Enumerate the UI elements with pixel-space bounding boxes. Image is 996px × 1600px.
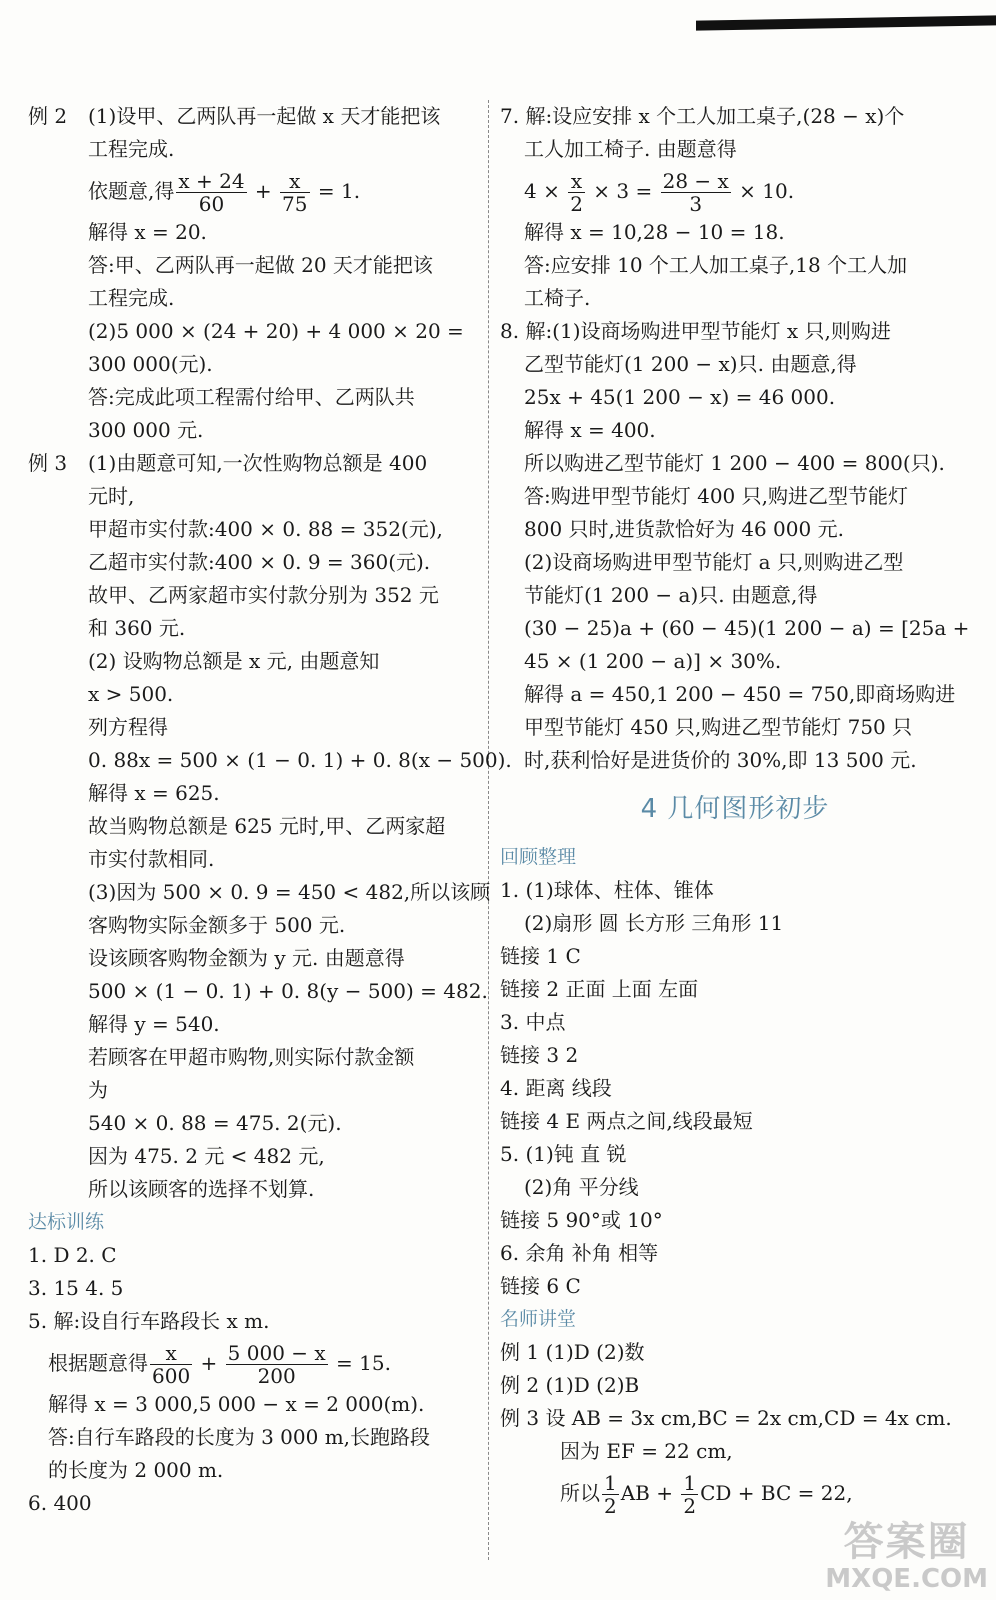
section-title-lecture: 名师讲堂 xyxy=(500,1308,577,1330)
text-line: 25x + 45(1 200 − x) = 46 000. xyxy=(524,385,836,409)
equation-text: AB + xyxy=(620,1481,680,1505)
section-title-training: 达标训练 xyxy=(28,1211,105,1233)
fraction-numerator: x + 24 xyxy=(178,169,245,193)
equation-text: CD + BC = 22, xyxy=(700,1481,853,1505)
text-line: 若顾客在甲超市购物,则实际付款金额 xyxy=(88,1045,415,1069)
fraction xyxy=(226,1342,328,1387)
equation-text: × 10. xyxy=(732,179,795,203)
text-line: 乙超市实付款:400 × 0. 9 = 360(元). xyxy=(88,550,431,574)
text-line: 列方程得 xyxy=(88,715,168,739)
equation-line xyxy=(88,166,464,216)
answer-line: 3. 15 4. 5 xyxy=(28,1276,124,1300)
watermark-url: MXQE.COM xyxy=(825,1564,988,1594)
watermark xyxy=(825,1520,988,1594)
text-line: 工人加工椅子. 由题意得 xyxy=(524,137,737,161)
text-line: 540 × 0. 88 = 475. 2(元). xyxy=(88,1111,342,1135)
equation-text: × 3 = xyxy=(586,179,659,203)
text-line: x > 500. xyxy=(88,682,174,706)
text-line: (1)由题意可知,一次性购物总额是 400 xyxy=(88,451,428,475)
equation-text: = 15. xyxy=(329,1351,391,1375)
answer-line: 链接 3 2 xyxy=(500,1043,579,1067)
answer-line: 例 2 (1)D (2)B xyxy=(500,1373,640,1397)
equation-line xyxy=(500,166,970,216)
answer-line: 例 1 (1)D (2)数 xyxy=(500,1340,645,1364)
text-line: 所以该顾客的选择不划算. xyxy=(88,1177,315,1201)
text-line: 工椅子. xyxy=(524,286,591,310)
answer-line: 链接 2 正面 上面 左面 xyxy=(500,977,699,1001)
fraction-numerator: x xyxy=(280,170,309,193)
text-line: 800 只时,进货款恰好为 46 000 元. xyxy=(524,517,844,541)
fraction-numerator: x xyxy=(568,170,585,193)
section-title-review: 回顾整理 xyxy=(500,846,577,868)
text-line: 故甲、乙两家超市实付款分别为 352 元 xyxy=(88,583,439,607)
text-line: 故当购物总额是 625 元时,甲、乙两家超 xyxy=(88,814,446,838)
text-line: 答:完成此项工程需付给甲、乙两队共 xyxy=(88,385,415,409)
answer-line: 1. D 2. C xyxy=(28,1243,117,1267)
fraction xyxy=(150,1342,192,1387)
text-line: (2) 设购物总额是 x 元, 由题意知 xyxy=(88,649,380,673)
fraction xyxy=(568,170,585,215)
operator: + xyxy=(248,179,279,203)
equation-text: 4 × xyxy=(524,179,567,203)
example-2-body xyxy=(88,100,464,447)
fraction-denominator: 60 xyxy=(198,192,225,216)
text-line: (3)因为 500 × 0. 9 = 450 < 482,所以该顾 xyxy=(88,880,491,904)
text-line: 答:应安排 10 个工人加工桌子,18 个工人加 xyxy=(524,253,908,277)
operator: + xyxy=(194,1351,224,1375)
equation-line xyxy=(500,1468,970,1518)
equation-text: 所以 xyxy=(560,1481,600,1505)
text-line: 解得 a = 450,1 200 − 450 = 750,即商场购进 xyxy=(524,682,956,706)
text-line: 设该顾客购物金额为 y 元. 由题意得 xyxy=(88,946,405,970)
top-decoration-bar xyxy=(696,15,996,30)
fraction-denominator: 2 xyxy=(683,1494,697,1518)
answer-line: 1. (1)球体、柱体、锥体 xyxy=(500,878,714,902)
text-line: 所以购进乙型节能灯 1 200 − 400 = 800(只). xyxy=(524,451,945,475)
text-line: 解得 x = 20. xyxy=(88,220,207,244)
text-line: 时,获利恰好是进货价的 30%,即 13 500 元. xyxy=(524,748,917,772)
text-line: (30 − 25)a + (60 − 45)(1 200 − a) = [25a + xyxy=(524,616,970,640)
fraction xyxy=(661,170,731,215)
answer-line: 5. (1)钝 直 锐 xyxy=(500,1142,627,1166)
text-line: 甲型节能灯 450 只,购进乙型节能灯 750 只 xyxy=(524,715,913,739)
question-8 xyxy=(500,315,970,777)
text-line: 因为 EF = 22 cm, xyxy=(560,1439,733,1463)
text-line: (2)5 000 × (24 + 20) + 4 000 × 20 = xyxy=(88,319,464,343)
text-line: 0. 88x = 500 × (1 − 0. 1) + 0. 8(x − 500). xyxy=(88,748,512,772)
equation-line xyxy=(28,1338,480,1388)
answer-line: 链接 1 C xyxy=(500,944,581,968)
text-line: 工程完成. xyxy=(88,137,175,161)
answer-line: 4. 距离 线段 xyxy=(500,1076,612,1100)
text-line: 45 × (1 200 − a)] × 30%. xyxy=(524,649,782,673)
text-line: 节能灯(1 200 − a)只. 由题意,得 xyxy=(524,583,818,607)
fraction xyxy=(681,1472,698,1517)
fraction-numerator: 5 000 − x xyxy=(227,1341,326,1365)
text-line: (1)设甲、乙两队再一起做 x 天才能把该 xyxy=(88,104,441,128)
text-line: 客购物实际金额多于 500 元. xyxy=(88,913,346,937)
text-line: 甲超市实付款:400 × 0. 88 = 352(元), xyxy=(88,517,443,541)
fraction-denominator: 600 xyxy=(152,1364,191,1388)
answer-line: 6. 余角 补角 相等 xyxy=(500,1241,659,1265)
equation-text: 依题意,得 xyxy=(88,179,175,203)
text-line: 和 360 元. xyxy=(88,616,186,640)
example-3 xyxy=(28,447,512,1206)
text-line: 的长度为 2 000 m. xyxy=(48,1458,224,1482)
text-line: 元时, xyxy=(88,484,135,508)
right-column xyxy=(500,100,970,1518)
text-line: 解得 x = 10,28 − 10 = 18. xyxy=(524,220,785,244)
question-7 xyxy=(500,100,970,315)
fraction-denominator: 2 xyxy=(604,1494,617,1518)
answer-line: 6. 400 xyxy=(28,1491,92,1515)
text-line: 答:自行车路段的长度为 3 000 m,长跑路段 xyxy=(48,1425,431,1449)
text-line: 答:购进甲型节能灯 400 只,购进乙型节能灯 xyxy=(524,484,908,508)
fraction-denominator: 3 xyxy=(689,192,703,216)
example-3-label: 例 3 xyxy=(28,451,68,475)
equation-text: = 1. xyxy=(311,179,361,203)
fraction-numerator: 1 xyxy=(604,1471,617,1495)
text-line: 工程完成. xyxy=(88,286,175,310)
text-line: 为 xyxy=(88,1078,108,1102)
text-line: 市实付款相同. xyxy=(88,847,215,871)
answer-line: (2)角 平分线 xyxy=(524,1175,639,1199)
fraction-numerator: x xyxy=(150,1342,192,1365)
left-column xyxy=(28,100,512,1520)
fraction-denominator: 2 xyxy=(570,192,583,216)
text-line: 300 000 元. xyxy=(88,418,204,442)
text-line: (2)设商场购进甲型节能灯 a 只,则购进乙型 xyxy=(524,550,904,574)
text-line: 解得 x = 400. xyxy=(524,418,656,442)
text-line: 乙型节能灯(1 200 − x)只. 由题意,得 xyxy=(524,352,857,376)
fraction-denominator: 75 xyxy=(282,192,308,216)
fraction-denominator: 200 xyxy=(257,1364,296,1388)
example-2-label: 例 2 xyxy=(28,104,68,128)
text-line: 7. 解:设应安排 x 个工人加工桌子,(28 − x)个 xyxy=(500,104,905,128)
example-2 xyxy=(28,100,480,447)
chapter-title: 4 几何图形初步 xyxy=(640,794,830,824)
answer-line: 5. 解:设自行车路段长 x m. xyxy=(28,1309,270,1333)
text-line: 300 000(元). xyxy=(88,352,213,376)
example-3-body xyxy=(88,447,512,1206)
text-line: 答:甲、乙两队再一起做 20 天才能把该 xyxy=(88,253,433,277)
equation-text: 根据题意得 xyxy=(48,1351,148,1375)
watermark-logo: 答案圈 xyxy=(843,1519,970,1565)
answer-line: 链接 6 C xyxy=(500,1274,581,1298)
text-line: 因为 475. 2 元 < 482 元, xyxy=(88,1144,325,1168)
answer-line: 例 3 设 AB = 3x cm,BC = 2x cm,CD = 4x cm. xyxy=(500,1406,952,1430)
answer-line: 链接 5 90°或 10° xyxy=(500,1208,663,1232)
answer-line: 链接 4 E 两点之间,线段最短 xyxy=(500,1109,753,1133)
text-line: 解得 y = 540. xyxy=(88,1012,220,1036)
fraction-numerator: 28 − x xyxy=(662,169,729,193)
fraction xyxy=(176,170,246,215)
text-line: 解得 x = 625. xyxy=(88,781,220,805)
answer-line: 3. 中点 xyxy=(500,1010,566,1034)
text-line: 500 × (1 − 0. 1) + 0. 8(y − 500) = 482. xyxy=(88,979,488,1003)
fraction-numerator: 1 xyxy=(683,1471,697,1495)
text-line: 8. 解:(1)设商场购进甲型节能灯 x 只,则购进 xyxy=(500,319,891,343)
text-line: 解得 x = 3 000,5 000 − x = 2 000(m). xyxy=(48,1392,425,1416)
answer-line: (2)扇形 圆 长方形 三角形 11 xyxy=(524,911,784,935)
fraction xyxy=(280,170,309,215)
fraction xyxy=(602,1472,619,1517)
